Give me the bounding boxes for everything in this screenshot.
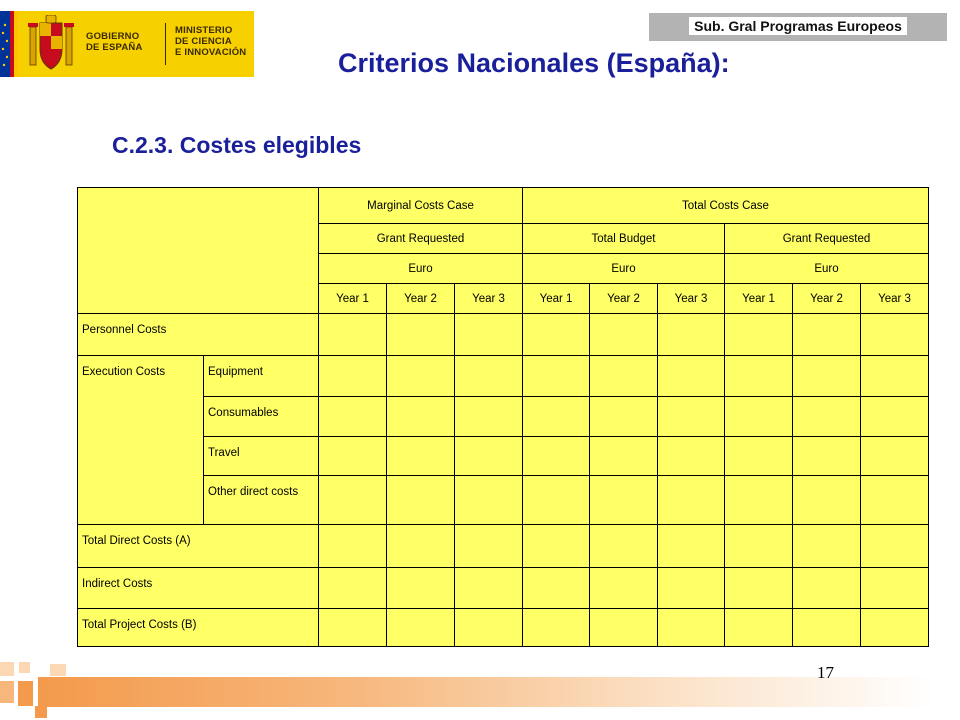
data-cell (590, 437, 658, 476)
data-cell (861, 568, 929, 609)
data-cell (861, 356, 929, 397)
department-tag (649, 13, 947, 41)
data-cell (793, 609, 861, 647)
eu-flag-icon (0, 11, 18, 77)
data-cell (725, 397, 793, 437)
data-cell (658, 568, 725, 609)
data-cell (387, 314, 455, 356)
data-cell (387, 568, 455, 609)
data-cell (523, 476, 590, 525)
header-unit: Euro (523, 254, 725, 284)
data-cell (319, 314, 387, 356)
header-year: Year 3 (861, 284, 929, 314)
data-cell (658, 437, 725, 476)
data-cell (861, 314, 929, 356)
header-year: Year 3 (658, 284, 725, 314)
row-label-personnel-costs: Personnel Costs (78, 314, 319, 356)
data-cell (455, 437, 523, 476)
data-cell (861, 397, 929, 437)
data-cell (319, 609, 387, 647)
data-cell (725, 437, 793, 476)
header-total-budget: Total Budget (523, 224, 725, 254)
data-cell (793, 437, 861, 476)
data-cell (658, 397, 725, 437)
data-cell (725, 356, 793, 397)
data-cell (793, 525, 861, 568)
data-cell (590, 568, 658, 609)
table-row (78, 525, 929, 568)
data-cell (590, 356, 658, 397)
slide-title: Criterios Nacionales (España): (338, 48, 730, 78)
data-cell (793, 568, 861, 609)
footer-deco-square (18, 681, 33, 706)
footer-deco-square (19, 662, 30, 673)
header-unit: Euro (725, 254, 929, 284)
data-cell (319, 437, 387, 476)
data-cell (455, 397, 523, 437)
row-label-execution-costs: Execution Costs (78, 356, 204, 525)
data-cell (523, 525, 590, 568)
header-year: Year 2 (793, 284, 861, 314)
government-logo (0, 11, 254, 77)
header-total-costs: Total Costs Case (523, 188, 929, 224)
footer-deco-square (0, 681, 14, 703)
data-cell (319, 397, 387, 437)
data-cell (861, 476, 929, 525)
table-row (78, 568, 929, 609)
data-cell (793, 314, 861, 356)
data-cell (793, 356, 861, 397)
data-cell (523, 568, 590, 609)
row-label-consumables: Consumables (204, 397, 319, 437)
table-row (78, 356, 929, 397)
table-corner-cell (78, 188, 319, 314)
data-cell (658, 525, 725, 568)
data-cell (725, 314, 793, 356)
footer-gradient-band (38, 677, 935, 707)
table-row (78, 437, 929, 476)
logo-text-gobierno: GOBIERNO DE ESPAÑA (86, 31, 143, 53)
data-cell (387, 356, 455, 397)
table-header-row (78, 188, 929, 224)
data-cell (319, 525, 387, 568)
data-cell (793, 397, 861, 437)
data-cell (590, 314, 658, 356)
logo-text-ministerio: MINISTERIO DE CIENCIA E INNOVACIÓN (175, 25, 247, 58)
row-label-other-direct-costs: Other direct costs (204, 476, 319, 525)
data-cell (319, 476, 387, 525)
data-cell (387, 609, 455, 647)
row-label-indirect-costs: Indirect Costs (78, 568, 319, 609)
header-year: Year 3 (455, 284, 523, 314)
data-cell (590, 609, 658, 647)
header-marginal-costs: Marginal Costs Case (319, 188, 523, 224)
logo-divider (165, 23, 166, 65)
table-row (78, 397, 929, 437)
header-year: Year 2 (590, 284, 658, 314)
data-cell (658, 476, 725, 525)
data-cell (725, 568, 793, 609)
data-cell (319, 568, 387, 609)
row-label-total-project-costs: Total Project Costs (B) (78, 609, 319, 647)
data-cell (658, 609, 725, 647)
data-cell (523, 314, 590, 356)
header-year: Year 1 (523, 284, 590, 314)
data-cell (725, 609, 793, 647)
data-cell (590, 476, 658, 525)
data-cell (455, 525, 523, 568)
eligible-costs-table (77, 187, 929, 647)
data-cell (523, 437, 590, 476)
data-cell (861, 437, 929, 476)
data-cell (455, 314, 523, 356)
header-unit: Euro (319, 254, 523, 284)
header-grant-requested: Grant Requested (319, 224, 523, 254)
header-year: Year 2 (387, 284, 455, 314)
data-cell (523, 356, 590, 397)
footer-deco-square (35, 706, 47, 718)
data-cell (725, 525, 793, 568)
data-cell (725, 476, 793, 525)
data-cell (861, 609, 929, 647)
coat-of-arms-icon (26, 15, 76, 73)
data-cell (793, 476, 861, 525)
data-cell (658, 314, 725, 356)
data-cell (590, 397, 658, 437)
data-cell (455, 568, 523, 609)
footer-deco-square (50, 664, 66, 676)
data-cell (387, 397, 455, 437)
data-cell (455, 356, 523, 397)
data-cell (590, 525, 658, 568)
footer-deco-square (0, 662, 14, 676)
row-label-total-direct-costs: Total Direct Costs (A) (78, 525, 319, 568)
data-cell (523, 609, 590, 647)
data-cell (455, 476, 523, 525)
section-title: C.2.3. Costes elegibles (112, 132, 362, 158)
data-cell (387, 525, 455, 568)
data-cell (861, 525, 929, 568)
header-year: Year 1 (319, 284, 387, 314)
department-tag-label: Sub. Gral Programas Europeos (689, 17, 907, 35)
page-number: 17 (817, 663, 834, 682)
data-cell (387, 476, 455, 525)
data-cell (387, 437, 455, 476)
row-label-equipment: Equipment (204, 356, 319, 397)
data-cell (658, 356, 725, 397)
header-grant-requested: Grant Requested (725, 224, 929, 254)
header-year: Year 1 (725, 284, 793, 314)
table-row (78, 476, 929, 525)
table-row (78, 314, 929, 356)
data-cell (523, 397, 590, 437)
table-row (78, 609, 929, 647)
data-cell (455, 609, 523, 647)
data-cell (319, 356, 387, 397)
row-label-travel: Travel (204, 437, 319, 476)
